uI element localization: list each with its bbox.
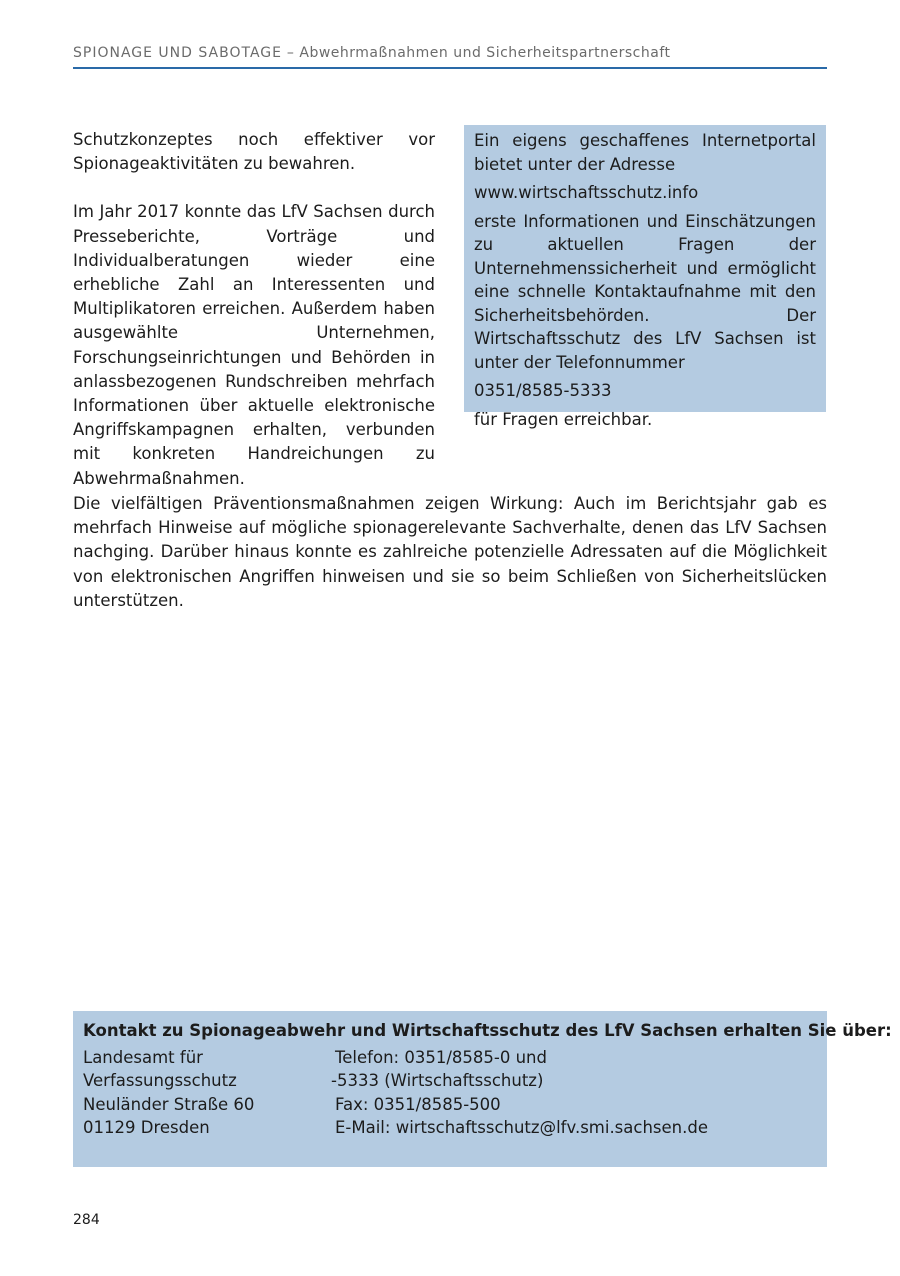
address-line: 01129 Dresden [83, 1118, 210, 1137]
contact-fax: Fax: 0351/8585-500 [335, 1094, 501, 1114]
address-line: Verfassungsschutz [83, 1071, 237, 1090]
contact-phone: Telefon: 0351/8585-0 und [335, 1047, 547, 1067]
address-line: Neuländer Straße 60 [83, 1094, 255, 1114]
contact-title: Kontakt zu Spionageabwehr und Wirtschaftsschutz des LfV Sachsen erhalten Sie über: [83, 1021, 892, 1040]
contact-address [83, 1046, 335, 1140]
contact-details [331, 1046, 817, 1140]
info-intro: Ein eigens geschaffenes Internetportal bietet unter der Adresse [474, 131, 816, 174]
running-header [73, 45, 827, 69]
contact-phone-extension: -5333 (Wirtschaftsschutz) [331, 1071, 544, 1090]
info-phone: 0351/8585-5333 [474, 381, 612, 400]
info-url: www.wirtschaftsschutz.info [474, 183, 699, 202]
contact-email: E-Mail: wirtschaftsschutz@lfv.smi.sachsen.de [335, 1118, 708, 1137]
header-section: SPIONAGE UND SABOTAGE [73, 45, 282, 61]
left-paragraph-1: Schutzkonzeptes noch effektiver vor Spionageaktivitäten zu bewahren. [73, 130, 435, 174]
info-box [464, 125, 826, 429]
left-paragraph-2: Im Jahr 2017 konnte das LfV Sachsen durch Presseberichte, Vorträge und Individualberatungen wieder eine erhebliche Zahl an Interessenten und Multiplikatoren erreichen. Außerdem haben ausgewählte Unternehmen, Forschungseinrichtungen und Behörden in anlassbezogenen Rundschreiben mehrfach Informationen über aktuelle elektronische Angriffskampagnen erhalten, verbunden mit konkreten Handreichungen zu Abwehrmaßnahmen. [73, 202, 435, 488]
contact-box [73, 1011, 892, 1167]
info-closing: für Fragen erreichbar. [474, 409, 653, 429]
address-line: Landesamt für [83, 1047, 203, 1067]
info-body: erste Informationen und Einschätzungen zu aktuellen Fragen der Unternehmenssicherheit und ermöglicht eine schnelle Kontaktaufnahme mit den Sicherheitsbehörden. Der Wirtschaftsschutz des LfV Sachsen ist unter der Telefonnummer [474, 211, 816, 372]
left-column [73, 128, 435, 515]
page-number: 284 [73, 1212, 100, 1228]
header-subsection: Abwehrmaßnahmen und Sicherheitspartnerschaft [299, 45, 671, 61]
contact-columns [83, 1046, 817, 1140]
full-width-paragraph: Die vielfältigen Präventionsmaßnahmen zeigen Wirkung: Auch im Berichtsjahr gab es mehrfach Hinweise auf mögliche spionagerelevante Sachverhalte, denen das LfV Sachsen nachging. Darüber hinaus konnte es zahlreiche potenzielle Adressaten auf die Möglichkeit von elektronischen Angriffen hinweisen und sie so beim Schließen von Sicherheitslücken unterstützen. [73, 494, 827, 610]
header-separator: – [281, 45, 300, 61]
